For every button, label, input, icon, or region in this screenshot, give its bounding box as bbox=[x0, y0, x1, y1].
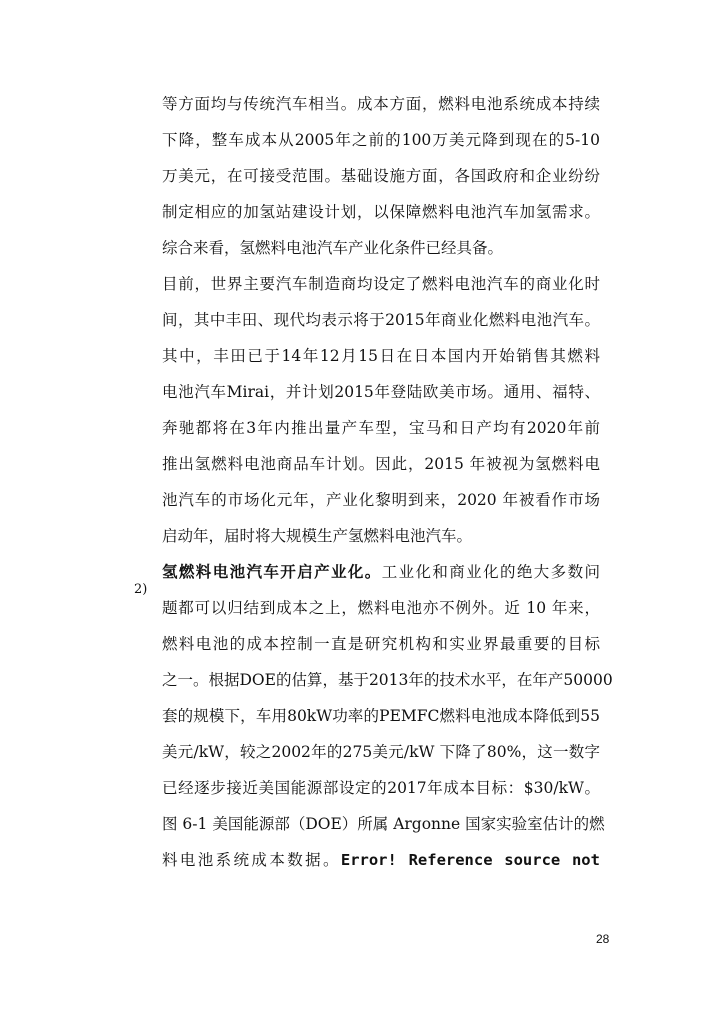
paragraph1-line-4: 制定相应的加氢站建设计划，以保障燃料电池汽车加氢需求。 bbox=[162, 203, 600, 221]
list-item-line-4: 之一。根据DOE的估算，基于2013年的技术水平，在年产50000 bbox=[162, 671, 613, 689]
list-item-first-line-rest: 工业化和商业化的绝大多数问 bbox=[381, 563, 600, 581]
paragraph2-line-8: 启动年，届时将大规模生产氢燃料电池汽车。 bbox=[162, 527, 473, 545]
list-item-line-5: 套的规模下，车用80kW功率的PEMFC燃料电池成本降低到55 bbox=[162, 707, 600, 725]
list-marker: 2) bbox=[134, 582, 148, 597]
list-item-line-6: 美元/kW，较之2002年的275美元/kW 下降了80%，这一数字 bbox=[162, 743, 600, 761]
list-item-line-7: 已经逐步接近美国能源部设定的2017年成本目标：$30/kW。 bbox=[162, 779, 600, 797]
paragraph2-line-5: 奔驰都将在3年内推出量产车型，宝马和日产均有2020年前 bbox=[162, 419, 600, 437]
paragraph1-line-3: 万美元，在可接受范围。基础设施方面，各国政府和企业纷纷 bbox=[162, 167, 600, 185]
list-item-line-3: 燃料电池的成本控制一直是研究机构和实业界最重要的目标 bbox=[162, 635, 600, 653]
paragraph2-line-4: 电池汽车Mirai，并计划2015年登陆欧美市场。通用、福特、 bbox=[162, 383, 600, 401]
paragraph2-line-6: 推出氢燃料电池商品车计划。因此，2015 年被视为氢燃料电 bbox=[162, 455, 600, 473]
paragraph2-line-7: 池汽车的市场化元年，产业化黎明到来，2020 年被看作市场 bbox=[162, 491, 600, 509]
list-item-line-8: 图 6-1 美国能源部（DOE）所属 Argonne 国家实验室估计的燃 bbox=[162, 815, 605, 833]
list-item-line-9 bbox=[162, 842, 600, 878]
list-item-heading: 氢燃料电池汽车开启产业化。 bbox=[162, 562, 382, 581]
paragraph2-line-2: 间，其中丰田、现代均表示将于2015年商业化燃料电池汽车。 bbox=[162, 311, 600, 329]
paragraph2-line-1: 目前，世界主要汽车制造商均设定了燃料电池汽车的商业化时 bbox=[162, 275, 600, 293]
list-item-first-line bbox=[162, 554, 600, 590]
paragraph2-line-3: 其中，丰田已于14年12月15日在日本国内开始销售其燃料 bbox=[162, 347, 600, 365]
body-text bbox=[162, 86, 613, 878]
paragraph1-line-2: 下降，整车成本从2005年之前的100万美元降到现在的5-10 bbox=[162, 131, 600, 149]
paragraph1-line-1: 等方面均与传统汽车相当。成本方面，燃料电池系统成本持续 bbox=[162, 95, 600, 113]
paragraph1-line-5: 综合来看，氢燃料电池汽车产业化条件已经具备。 bbox=[162, 239, 504, 257]
figure-caption-tail: 料电池系统成本数据。 bbox=[162, 851, 341, 869]
list-item-line-2: 题都可以归结到成本之上，燃料电池亦不例外。近 10 年来， bbox=[162, 599, 600, 617]
page-number: 28 bbox=[596, 932, 610, 946]
reference-error-text: Error! Reference source not bbox=[340, 851, 600, 869]
